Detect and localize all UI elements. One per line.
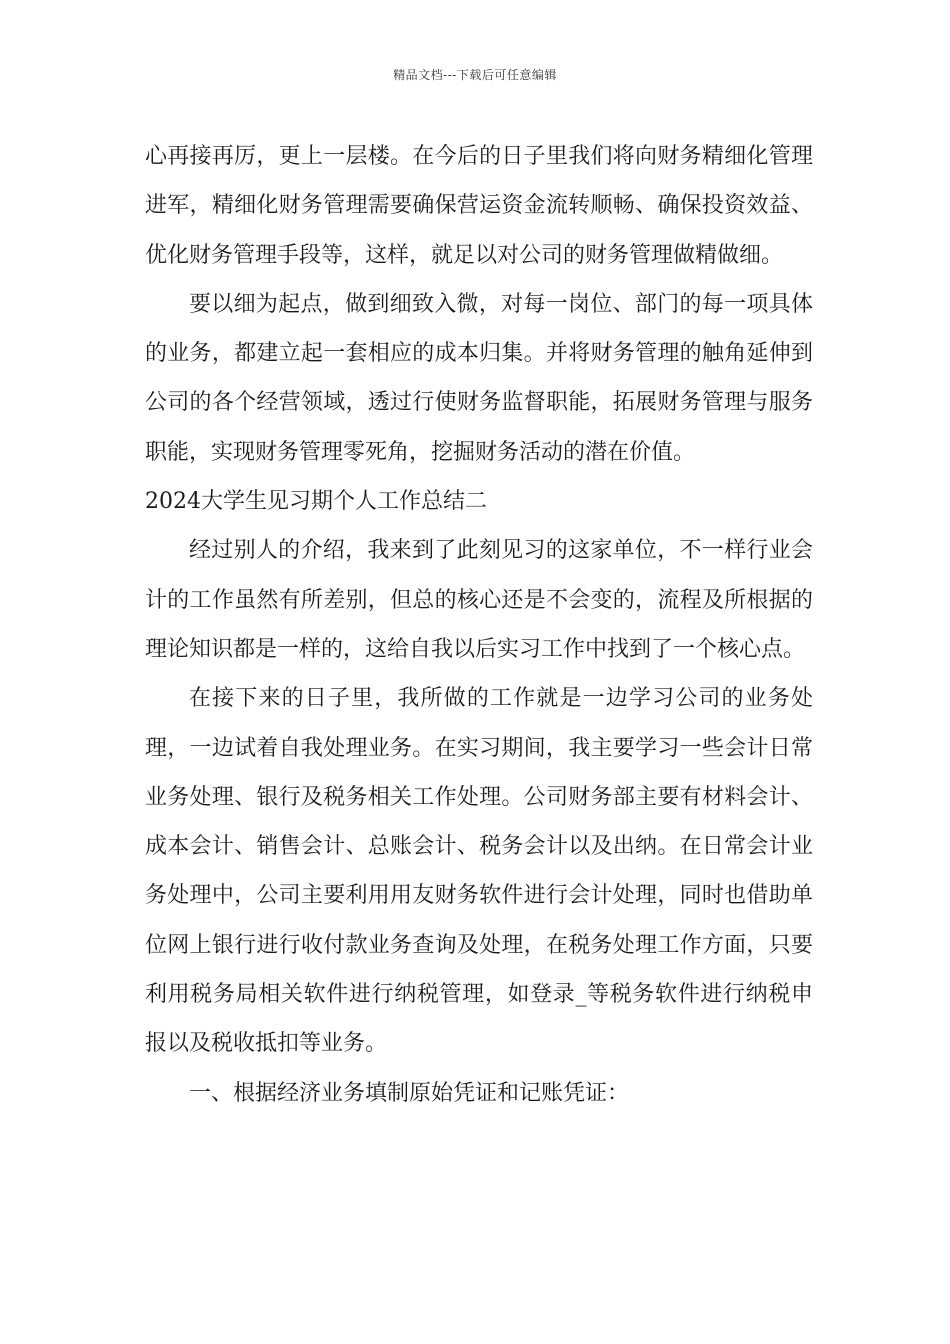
document-body xyxy=(145,132,813,1118)
paragraph-4: 在接下来的日子里，我所做的工作就是一边学习公司的业务处理，一边试着自我处理业务。在实习期间，我主要学习一些会计日常业务处理、银行及税务相关工作处理。公司财务部主要有材料会计、成本会计、销售会计、总账会计、税务会计以及出纳。在日常会计业务处理中，公司主要利用用友财务软件进行会计处理，同时也借助单位网上银行进行收付款业务查询及处理，在税务处理工作方面，只要利用税务局相关软件进行纳税管理，如登录_等税务软件进行纳税申报以及税收抵扣等业务。 xyxy=(145,686,813,1057)
paragraph-1: 心再接再厉，更上一层楼。在今后的日子里我们将向财务精细化管理进军，精细化财务管理需要确保营运资金流转顺畅、确保投资效益、优化财务管理手段等，这样，就足以对公司的财务管理做精做细。 xyxy=(145,144,813,268)
page-header: 精品文档---下载后可任意编辑 xyxy=(393,68,557,82)
paragraph-2: 要以细为起点，做到细致入微，对每一岗位、部门的每一项具体的业务，都建立起一套相应的成本归集。并将财务管理的触角延伸到公司的各个经营领域，透过行使财务监督职能，拓展财务管理与服务职能，实现财务管理零死角，挖掘财务活动的潜在价值。 xyxy=(145,291,813,465)
paragraph-5: 一、根据经济业务填制原始凭证和记账凭证： xyxy=(189,1080,630,1106)
section-heading: 2024大学生见习期个人工作总结二 xyxy=(145,489,487,515)
paragraph-3: 经过别人的介绍，我来到了此刻见习的这家单位，不一样行业会计的工作虽然有所差别，但总的核心还是不会变的，流程及所根据的理论知识都是一样的，这给自我以后实习工作中找到了一个核心点。 xyxy=(145,538,813,662)
